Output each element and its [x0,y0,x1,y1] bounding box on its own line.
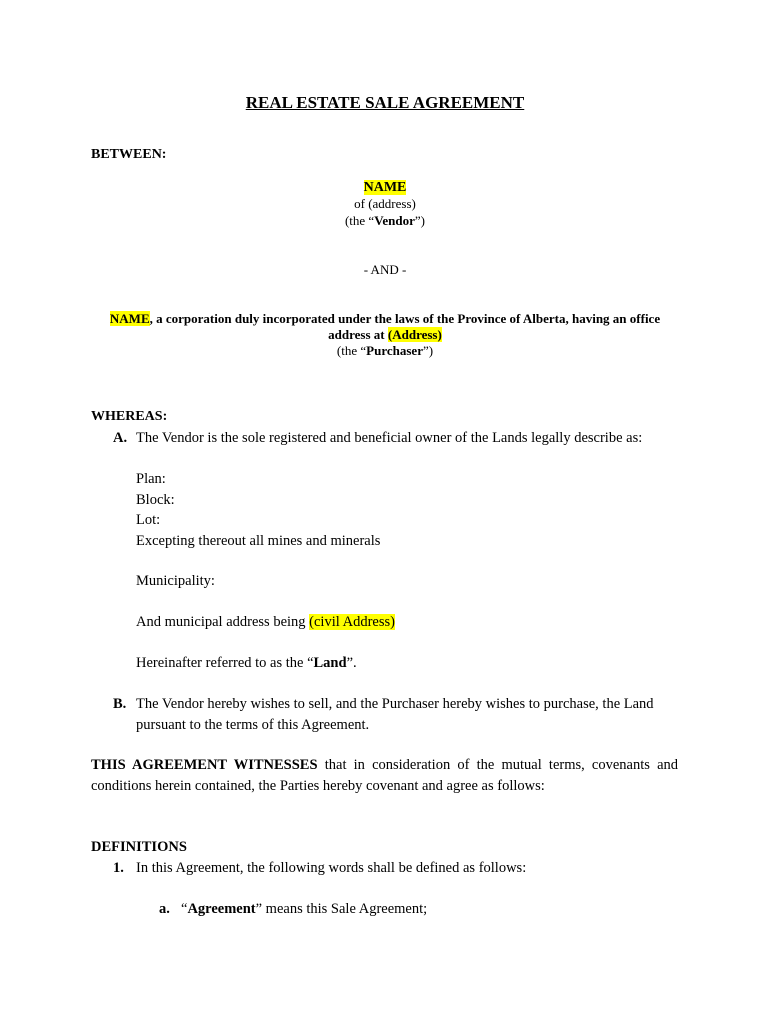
purchaser-role-label: Purchaser [366,343,423,358]
definition-a-text [181,901,427,918]
definition-a-marker: a. [159,901,170,917]
civil-address: (civil Address) [309,614,395,630]
municipality-line: Municipality: [136,573,215,589]
between-label: BETWEEN: [91,147,167,162]
municipal-address-line [136,614,395,631]
agreement-term: Agreement [187,901,256,917]
recital-a-text: The Vendor is the sole registered and beneficial owner of the Lands legally describe as: [136,430,643,446]
purchaser-role [0,343,770,359]
purchaser-role-close: ”) [422,343,434,358]
purchaser-description: , a corporation duly incorporated under the laws of the Province of Alberta, having an office [149,311,661,326]
vendor-role-label: Vendor [374,213,415,228]
definitions-heading: DEFINITIONS [91,839,187,855]
vendor-name: NAME [363,180,407,195]
hereinafter-suffix: ”. [346,655,357,671]
municipal-address-prefix: And municipal address being [136,614,310,630]
recital-a-marker: A. [113,430,128,446]
vendor-role-close: ”) [414,213,426,228]
land-term: Land [313,655,347,671]
plan-line: Plan: [136,471,166,487]
purchaser-line-1 [0,311,770,327]
vendor-address: of (address) [354,196,416,211]
witnesses-bold: THIS AGREEMENT WITNESSES [91,757,318,773]
excepting-line: Excepting thereout all mines and minerals [136,533,381,549]
lot-line: Lot: [136,512,161,528]
purchaser-address: (Address) [387,327,442,342]
definition-a-rest: ” means this Sale Agreement; [255,901,428,917]
purchaser-name: NAME [109,311,150,326]
hereinafter-prefix: Hereinafter referred to as the “ [136,655,314,671]
hereinafter-line [136,655,357,672]
recital-b-line-1: The Vendor hereby wishes to sell, and the Purchaser hereby wishes to purchase, the Land [136,696,654,712]
vendor-name-line [0,180,770,196]
page-title: REAL ESTATE SALE AGREEMENT [245,93,525,112]
witnesses-line-2: conditions herein contained, the Parties hereby covenant and agree as follows: [91,778,545,794]
whereas-heading: WHEREAS: [91,409,168,424]
definition-1-marker: 1. [113,860,124,876]
witnesses-line-1 [91,757,678,774]
purchaser-role-open: (the “ [336,343,367,358]
vendor-role-open: (the “ [344,213,375,228]
vendor-role [0,213,770,229]
witnesses-rest: that in consideration of the mutual terms, covenants and [317,757,678,773]
recital-b-line-2: pursuant to the terms of this Agreement. [136,717,370,733]
purchaser-address-prefix: address at [328,327,388,342]
and-separator: - AND - [363,262,407,277]
recital-b-marker: B. [113,696,127,712]
block-line: Block: [136,492,175,508]
definition-1-text: In this Agreement, the following words shall be defined as follows: [136,860,527,876]
definition-a-open: “ [181,901,188,917]
purchaser-line-2 [0,327,770,343]
